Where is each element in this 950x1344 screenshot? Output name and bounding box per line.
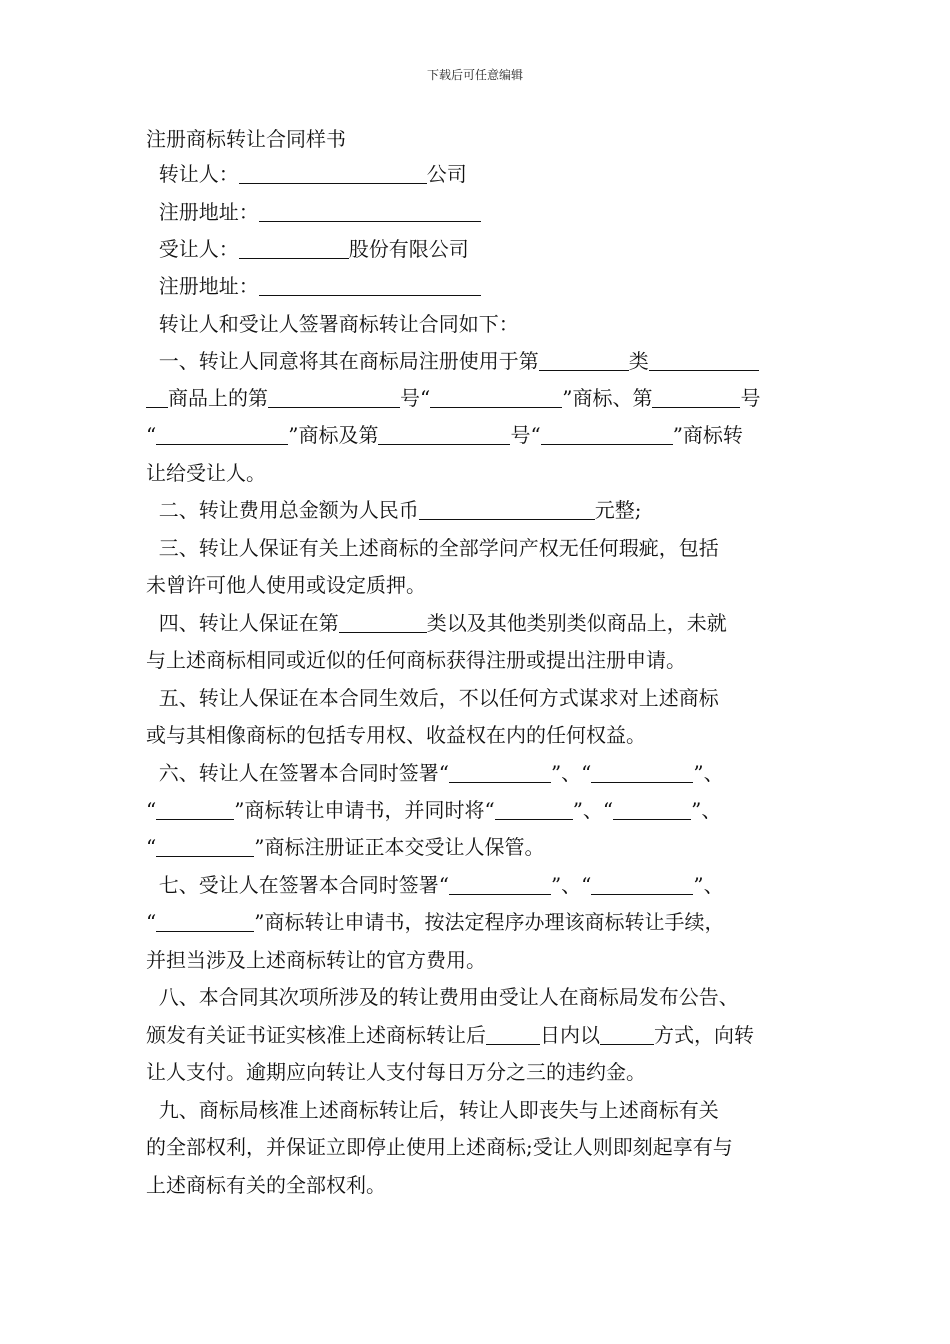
- line-text: 八、本合同其次项所涉及的转让费用由受让人在商标局发布公告、: [146, 985, 739, 1009]
- contract-line: [146, 684, 719, 712]
- contract-line: [146, 759, 724, 787]
- line-text: 股份有限公司: [348, 237, 469, 261]
- fill-in-blank: [419, 499, 595, 520]
- line-text: ”商标注册证正本交受让人保管。: [254, 835, 545, 859]
- contract-line: [146, 421, 743, 449]
- line-text: “: [146, 910, 157, 934]
- fill-in-blank: [652, 387, 740, 408]
- fill-in-blank: [268, 387, 400, 408]
- fill-in-blank: [239, 238, 349, 259]
- contract-line: [146, 983, 739, 1011]
- fill-in-blank: [613, 799, 691, 820]
- contract-line: [146, 272, 481, 300]
- line-text: ”、: [693, 761, 724, 785]
- line-text: 号“: [400, 386, 431, 410]
- fill-in-blank: [495, 799, 573, 820]
- line-text: ”商标、第: [562, 386, 653, 410]
- line-text: 三、转让人保证有关上述商标的全部学问产权无任何瑕疵，包括: [146, 536, 719, 560]
- fill-in-blank: [449, 762, 551, 783]
- contract-line: [146, 198, 481, 226]
- fill-in-blank: [449, 874, 551, 895]
- line-text: 转让人：: [146, 162, 239, 186]
- line-text: 方式，向转: [654, 1023, 754, 1047]
- fill-in-blank: [649, 350, 759, 371]
- contract-line: [146, 347, 759, 375]
- line-text: 的全部权利，并保证立即停止使用上述商标;受让人则即刻起享有与: [146, 1135, 733, 1159]
- line-text: 一、转让人同意将其在商标局注册使用于第: [146, 349, 539, 373]
- fill-in-blank: [430, 387, 562, 408]
- fill-in-blank: [156, 799, 234, 820]
- contract-line: [146, 946, 486, 974]
- contract-line: [146, 1133, 733, 1161]
- line-text: 二、转让费用总金额为人民币: [146, 498, 419, 522]
- line-text: 与上述商标相同或近似的任何商标获得注册或提出注册申请。: [146, 648, 686, 672]
- line-text: ”、“: [550, 873, 592, 897]
- line-text: “: [146, 798, 157, 822]
- contract-line: [146, 459, 266, 487]
- line-text: 颁发有关证书证实核准上述商标转让后: [146, 1023, 486, 1047]
- fill-in-blank: [239, 163, 427, 184]
- line-text: 让给受让人。: [146, 461, 266, 485]
- line-text: 九、商标局核准上述商标转让后，转让人即丧失与上述商标有关: [146, 1098, 719, 1122]
- contract-line: [146, 871, 724, 899]
- line-text: ”商标及第: [288, 423, 379, 447]
- contract-line: [146, 1096, 719, 1124]
- line-text: 注册地址：: [146, 200, 259, 224]
- line-text: 类: [628, 349, 649, 373]
- line-text: 上述商标有关的全部权利。: [146, 1173, 386, 1197]
- contract-line: [146, 310, 519, 338]
- line-text: 五、转让人保证在本合同生效后，不以任何方式谋求对上述商标: [146, 686, 719, 710]
- contract-line: [146, 496, 641, 524]
- line-text: 未曾许可他人使用或设定质押。: [146, 573, 426, 597]
- contract-line: [146, 235, 469, 263]
- contract-line: [146, 1171, 386, 1199]
- fill-in-blank: [146, 387, 168, 408]
- line-text: 或与其相像商标的包括专用权、收益权在内的任何权益。: [146, 723, 646, 747]
- line-text: 号: [740, 386, 761, 410]
- line-text: “: [146, 835, 157, 859]
- line-text: ”、“: [550, 761, 592, 785]
- line-text: 四、转让人保证在第: [146, 611, 339, 635]
- line-text: 商品上的第: [168, 386, 268, 410]
- line-text: “: [146, 423, 157, 447]
- fill-in-blank: [339, 612, 427, 633]
- line-text: 公司: [426, 162, 467, 186]
- fill-in-blank: [541, 424, 673, 445]
- contract-line: [146, 833, 544, 861]
- contract-line: [146, 384, 760, 412]
- fill-in-blank: [156, 911, 254, 932]
- line-text: ”商标转让申请书，按法定程序办理该商标转让手续，: [254, 910, 725, 934]
- line-text: 并担当涉及上述商标转让的官方费用。: [146, 948, 486, 972]
- fill-in-blank: [600, 1024, 654, 1045]
- line-text: ”、“: [572, 798, 614, 822]
- line-text: ”、: [691, 798, 722, 822]
- fill-in-blank: [259, 201, 481, 222]
- fill-in-blank: [591, 762, 693, 783]
- line-text: ”、: [693, 873, 724, 897]
- line-text: 类以及其他类别类似商品上，未就: [426, 611, 727, 635]
- contract-line: [146, 160, 467, 188]
- fill-in-blank: [591, 874, 693, 895]
- document-title: 注册商标转让合同样书: [146, 127, 346, 151]
- fill-in-blank: [156, 836, 254, 857]
- line-text: 七、受让人在签署本合同时签署“: [146, 873, 449, 897]
- contract-line: [146, 609, 727, 637]
- line-text: 六、转让人在签署本合同时签署“: [146, 761, 449, 785]
- line-text: 元整;: [594, 498, 642, 522]
- line-text: ”商标转: [672, 423, 743, 447]
- contract-line: [146, 1058, 646, 1086]
- line-text: 注册地址：: [146, 274, 259, 298]
- line-text: 让人支付。逾期应向转让人支付每日万分之三的违约金。: [146, 1060, 646, 1084]
- fill-in-blank: [378, 424, 510, 445]
- line-text: 号“: [510, 423, 541, 447]
- fill-in-blank: [156, 424, 288, 445]
- line-text: 日内以: [540, 1023, 600, 1047]
- contract-line: [146, 534, 719, 562]
- line-text: 转让人和受让人签署商标转让合同如下：: [146, 312, 519, 336]
- fill-in-blank: [539, 350, 629, 371]
- contract-line: [146, 908, 724, 936]
- fill-in-blank: [259, 275, 481, 296]
- line-text: 受让人：: [146, 237, 239, 261]
- contract-line: [146, 796, 721, 824]
- contract-line: [146, 646, 686, 674]
- contract-line: [146, 571, 426, 599]
- contract-line: [146, 721, 646, 749]
- contract-line: [146, 1021, 754, 1049]
- fill-in-blank: [486, 1024, 540, 1045]
- page-header-note: 下载后可任意编辑: [426, 68, 523, 82]
- line-text: ”商标转让申请书，并同时将“: [234, 798, 495, 822]
